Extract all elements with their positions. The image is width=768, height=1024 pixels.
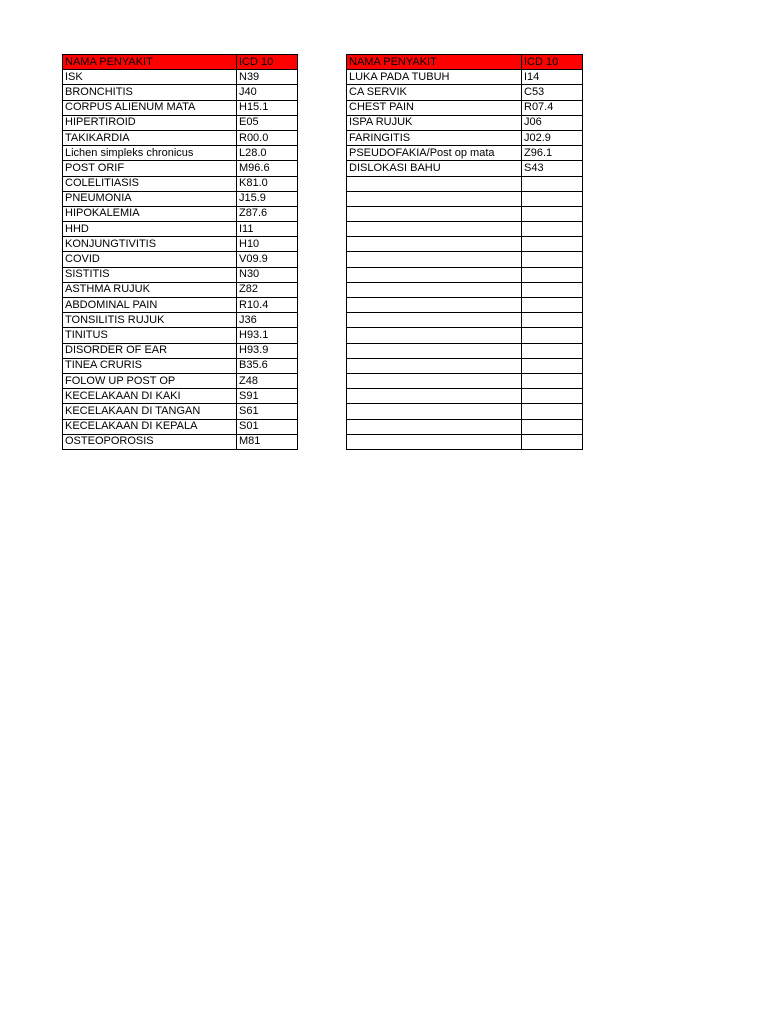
column-header-disease-name: NAMA PENYAKIT — [347, 55, 522, 70]
icd-code-cell: L28.0 — [237, 146, 298, 161]
icd-code-cell: R07.4 — [522, 100, 583, 115]
icd-code-cell: H10 — [237, 237, 298, 252]
icd-code-cell — [522, 343, 583, 358]
icd-code-cell — [522, 373, 583, 388]
disease-name-cell: KECELAKAAN DI KEPALA — [63, 419, 237, 434]
icd-code-cell: K81.0 — [237, 176, 298, 191]
table-row — [63, 313, 298, 328]
icd-code-cell: J40 — [237, 85, 298, 100]
disease-name-cell: LUKA PADA TUBUH — [347, 70, 522, 85]
icd-code-cell: J15.9 — [237, 191, 298, 206]
table-row — [63, 161, 298, 176]
table-row — [63, 146, 298, 161]
disease-name-cell — [347, 419, 522, 434]
table-row — [63, 130, 298, 145]
disease-name-cell — [347, 343, 522, 358]
table-row — [347, 252, 583, 267]
table-row — [347, 237, 583, 252]
icd-code-cell — [522, 252, 583, 267]
table-row — [347, 161, 583, 176]
icd-code-cell: R10.4 — [237, 298, 298, 313]
table-row — [63, 85, 298, 100]
disease-name-cell — [347, 358, 522, 373]
icd-code-cell: I11 — [237, 222, 298, 237]
icd-code-cell — [522, 389, 583, 404]
table-row — [347, 282, 583, 297]
disease-name-cell: PNEUMONIA — [63, 191, 237, 206]
disease-name-cell: KONJUNGTIVITIS — [63, 237, 237, 252]
table-row — [63, 389, 298, 404]
table-header-row — [63, 55, 298, 70]
icd-code-cell — [522, 434, 583, 449]
disease-name-cell: ABDOMINAL PAIN — [63, 298, 237, 313]
disease-name-cell: CHEST PAIN — [347, 100, 522, 115]
table-row — [347, 130, 583, 145]
icd-code-cell: R00.0 — [237, 130, 298, 145]
icd-code-cell: J36 — [237, 313, 298, 328]
table-body — [347, 70, 583, 450]
disease-name-cell: FARINGITIS — [347, 130, 522, 145]
icd-code-cell: J06 — [522, 115, 583, 130]
disease-name-cell: OSTEOPOROSIS — [63, 434, 237, 449]
icd-code-cell: H93.9 — [237, 343, 298, 358]
disease-name-cell: DISLOKASI BAHU — [347, 161, 522, 176]
disease-name-cell — [347, 237, 522, 252]
icd-code-cell: Z82 — [237, 282, 298, 297]
icd-code-cell: C53 — [522, 85, 583, 100]
table-row — [347, 419, 583, 434]
table-row — [347, 373, 583, 388]
table-body — [63, 70, 298, 450]
icd-code-cell — [522, 419, 583, 434]
table-row — [347, 100, 583, 115]
icd-code-cell — [522, 222, 583, 237]
icd-code-cell — [522, 404, 583, 419]
disease-name-cell — [347, 328, 522, 343]
disease-name-cell: HIPERTIROID — [63, 115, 237, 130]
table-row — [63, 282, 298, 297]
disease-name-cell: PSEUDOFAKIA/Post op mata — [347, 146, 522, 161]
icd-code-cell: Z96.1 — [522, 146, 583, 161]
table-row — [347, 70, 583, 85]
table-row — [347, 146, 583, 161]
table-row — [63, 434, 298, 449]
icd-code-cell: S61 — [237, 404, 298, 419]
table-header-row — [347, 55, 583, 70]
icd-code-cell — [522, 358, 583, 373]
disease-name-cell: HHD — [63, 222, 237, 237]
table-row — [347, 176, 583, 191]
disease-name-cell — [347, 298, 522, 313]
icd-code-cell — [522, 206, 583, 221]
disease-name-cell — [347, 222, 522, 237]
icd-code-cell: H93.1 — [237, 328, 298, 343]
disease-name-cell: BRONCHITIS — [63, 85, 237, 100]
disease-name-cell: TINEA CRURIS — [63, 358, 237, 373]
disease-name-cell: FOLOW UP POST OP — [63, 373, 237, 388]
table-row — [347, 313, 583, 328]
table-row — [63, 252, 298, 267]
column-header-icd-code: ICD 10 — [522, 55, 583, 70]
icd-code-cell: I14 — [522, 70, 583, 85]
table-row — [63, 70, 298, 85]
disease-name-cell: COLELITIASIS — [63, 176, 237, 191]
disease-name-cell — [347, 389, 522, 404]
icd-code-cell: Z48 — [237, 373, 298, 388]
disease-name-cell: CORPUS ALIENUM MATA — [63, 100, 237, 115]
column-header-disease-name: NAMA PENYAKIT — [63, 55, 237, 70]
table-row — [63, 206, 298, 221]
table-row — [63, 358, 298, 373]
table-row — [347, 267, 583, 282]
table-row — [63, 267, 298, 282]
table-row — [63, 191, 298, 206]
disease-name-cell: CA SERVIK — [347, 85, 522, 100]
table-row — [63, 404, 298, 419]
icd-code-cell: M96.6 — [237, 161, 298, 176]
disease-name-cell: KECELAKAAN DI KAKI — [63, 389, 237, 404]
disease-name-cell — [347, 206, 522, 221]
disease-name-cell: Lichen simpleks chronicus — [63, 146, 237, 161]
icd-code-cell — [522, 176, 583, 191]
icd-code-cell: E05 — [237, 115, 298, 130]
icd-code-cell — [522, 313, 583, 328]
disease-name-cell — [347, 282, 522, 297]
disease-name-cell: ISPA RUJUK — [347, 115, 522, 130]
table-row — [63, 100, 298, 115]
disease-name-cell: TONSILITIS RUJUK — [63, 313, 237, 328]
table-row — [63, 222, 298, 237]
table-row — [63, 176, 298, 191]
table-row — [63, 343, 298, 358]
table-row — [63, 419, 298, 434]
disease-name-cell: KECELAKAAN DI TANGAN — [63, 404, 237, 419]
disease-name-cell: ISK — [63, 70, 237, 85]
disease-name-cell: COVID — [63, 252, 237, 267]
table-row — [63, 237, 298, 252]
table-row — [347, 206, 583, 221]
table-row — [347, 343, 583, 358]
table-row — [347, 222, 583, 237]
icd-table-right — [346, 54, 583, 450]
table-row — [63, 373, 298, 388]
disease-name-cell — [347, 176, 522, 191]
disease-name-cell — [347, 434, 522, 449]
disease-name-cell: TAKIKARDIA — [63, 130, 237, 145]
disease-name-cell: TINITUS — [63, 328, 237, 343]
icd-code-cell — [522, 328, 583, 343]
table-row — [347, 358, 583, 373]
disease-name-cell: POST ORIF — [63, 161, 237, 176]
icd-code-cell: M81 — [237, 434, 298, 449]
icd-code-cell: S91 — [237, 389, 298, 404]
icd-code-cell — [522, 298, 583, 313]
table-row — [347, 85, 583, 100]
table-row — [63, 328, 298, 343]
icd-code-cell: S01 — [237, 419, 298, 434]
table-row — [347, 191, 583, 206]
table-row — [347, 328, 583, 343]
disease-name-cell — [347, 252, 522, 267]
icd-code-cell — [522, 237, 583, 252]
disease-name-cell — [347, 313, 522, 328]
icd-code-cell: N39 — [237, 70, 298, 85]
table-row — [63, 115, 298, 130]
icd-code-cell — [522, 191, 583, 206]
table-row — [63, 298, 298, 313]
disease-name-cell — [347, 404, 522, 419]
disease-name-cell — [347, 267, 522, 282]
icd-code-cell: N30 — [237, 267, 298, 282]
table-row — [347, 298, 583, 313]
icd-code-cell: B35.6 — [237, 358, 298, 373]
disease-name-cell — [347, 191, 522, 206]
icd-code-cell: Z87.6 — [237, 206, 298, 221]
disease-name-cell: DISORDER OF EAR — [63, 343, 237, 358]
icd-code-cell: S43 — [522, 161, 583, 176]
column-header-icd-code: ICD 10 — [237, 55, 298, 70]
icd-table-left — [62, 54, 298, 450]
icd-code-cell: J02.9 — [522, 130, 583, 145]
disease-name-cell — [347, 373, 522, 388]
icd-code-cell: H15.1 — [237, 100, 298, 115]
disease-name-cell: ASTHMA RUJUK — [63, 282, 237, 297]
disease-name-cell: HIPOKALEMIA — [63, 206, 237, 221]
table-row — [347, 434, 583, 449]
table-row — [347, 404, 583, 419]
table-row — [347, 389, 583, 404]
icd-code-cell: V09.9 — [237, 252, 298, 267]
table-row — [347, 115, 583, 130]
disease-name-cell: SISTITIS — [63, 267, 237, 282]
icd-code-cell — [522, 282, 583, 297]
icd-code-cell — [522, 267, 583, 282]
